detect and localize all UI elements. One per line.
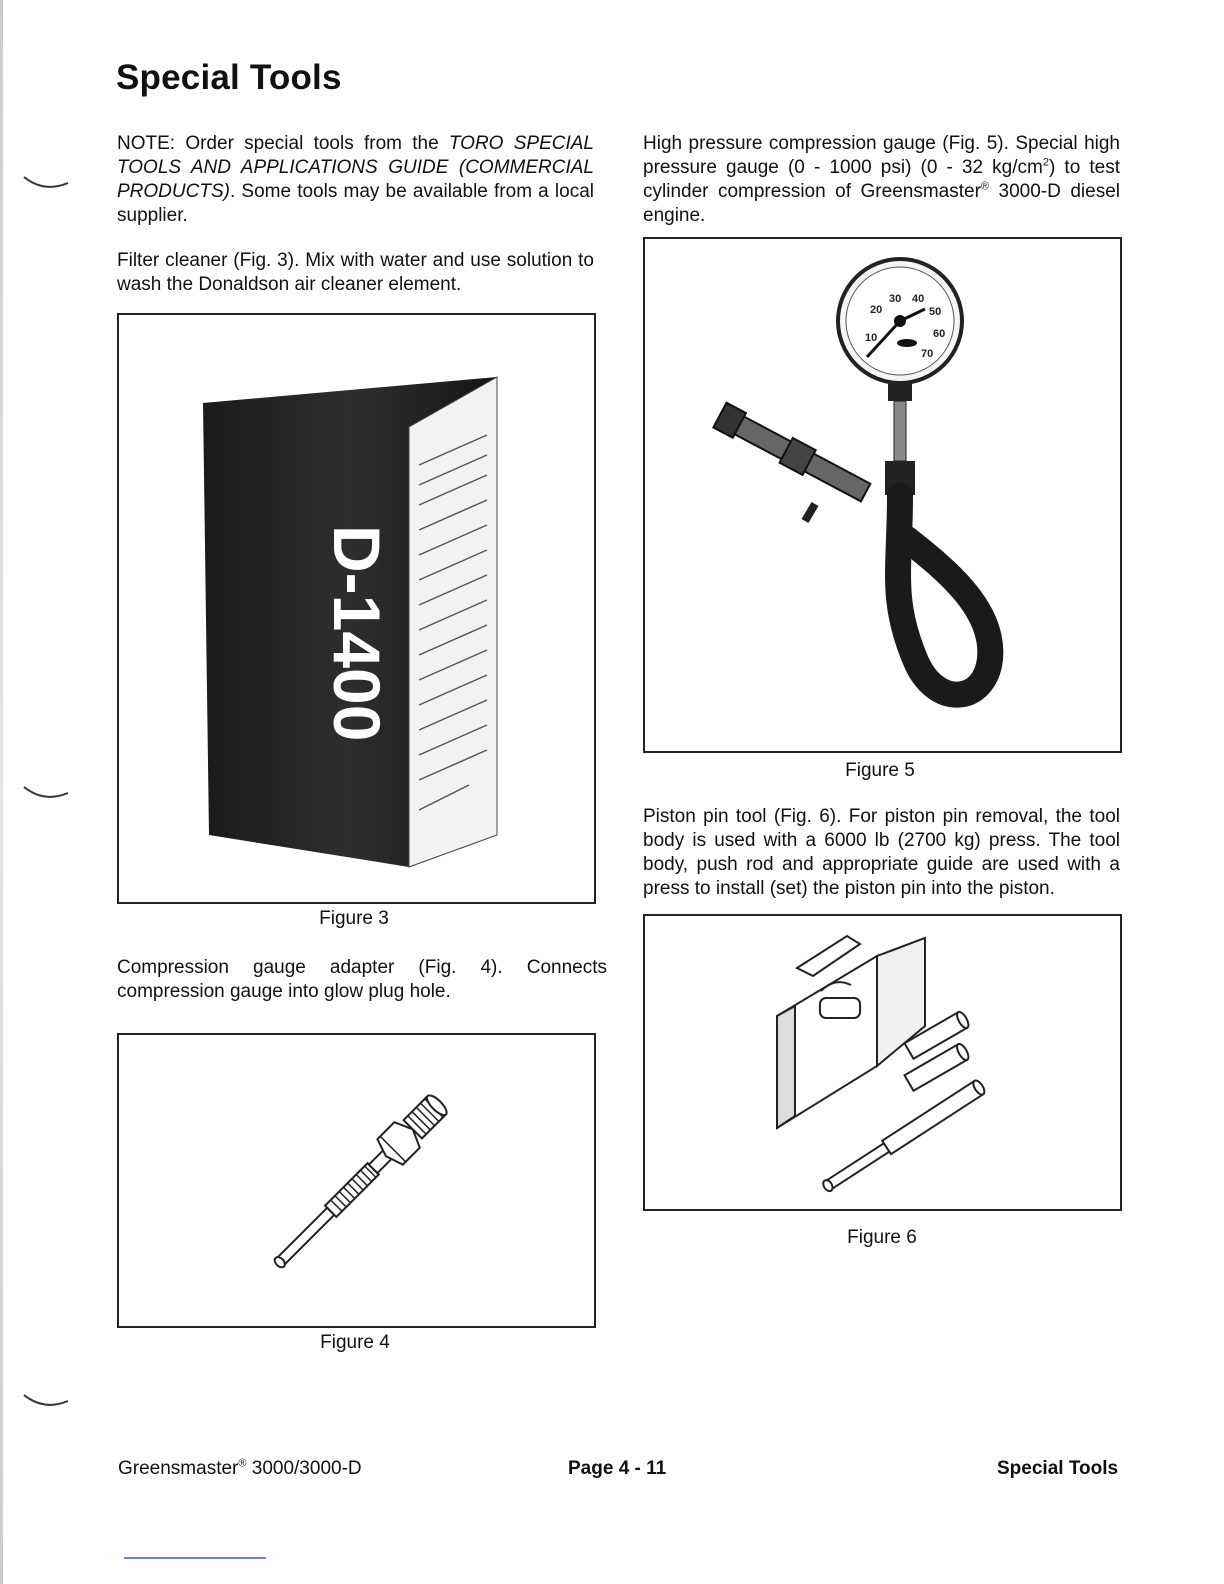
gauge-text-1: High pressure compression gauge (Fig. 5). Special high pressure gauge (0 - 1000 psi) (0 - 32 kg/cm	[643, 133, 1120, 178]
dial-number: 70	[921, 348, 934, 360]
punch-mark	[22, 785, 72, 805]
punch-mark	[22, 1393, 72, 1413]
figure-4-caption: Figure 4	[320, 1332, 390, 1353]
page-number: Page 4 - 11	[568, 1458, 667, 1479]
dial-number: 60	[933, 328, 946, 340]
dial-number: 20	[870, 304, 883, 316]
footer-model	[118, 1458, 362, 1480]
scan-artifact-line	[124, 1557, 266, 1559]
scan-edge	[0, 0, 3, 1584]
gauge-text-3: 3000-D diesel engine.	[643, 181, 1120, 226]
dial-number: 10	[865, 332, 878, 344]
registered-mark: ®	[980, 180, 990, 193]
piston-pin-paragraph: Piston pin tool (Fig. 6). For piston pin removal, the tool body is used with a 6000 lb (2700 kg) press. The tool body, push rod and appropriate guide are used with a press to install (set) the piston pin into the piston.	[643, 806, 1120, 899]
guide-title: TORO SPECIAL TOOLS AND APPLICATIONS GUIDE (COMMERCIAL PRODUCTS)	[117, 133, 594, 202]
figure-5-caption: Figure 5	[845, 760, 915, 781]
figure-3-caption: Figure 3	[319, 908, 389, 929]
punch-mark	[22, 175, 72, 195]
product-label: D-1400	[320, 525, 394, 742]
figure-6-caption: Figure 6	[847, 1227, 917, 1248]
filter-cleaner-paragraph: Filter cleaner (Fig. 3). Mix with water and use solution to wash the Donaldson air cleaner element.	[117, 250, 594, 295]
piston-pin-tool-image	[645, 916, 1120, 1209]
note-paragraph	[117, 132, 594, 228]
filter-cleaner-box-image	[119, 315, 594, 902]
note-prefix: NOTE: Order special tools from the	[117, 133, 449, 154]
compression-gauge-image	[645, 239, 1120, 751]
figure-4-box	[117, 1033, 596, 1328]
figure-6-box	[643, 914, 1122, 1211]
page-title: Special Tools	[116, 58, 342, 97]
dial-number: 30	[889, 293, 902, 305]
gauge-text-2: ) to test cylinder compression of Greensmaster	[643, 157, 1120, 202]
figure-3-box	[117, 313, 596, 904]
superscript-2: 2	[1042, 156, 1049, 169]
registered-mark: ®	[238, 1457, 247, 1470]
dial-number: 40	[912, 293, 925, 305]
figure-5-box	[643, 237, 1122, 753]
note-suffix: . Some tools may be available from a local supplier.	[117, 181, 594, 226]
footer-model-prefix: Greensmaster	[118, 1458, 239, 1479]
compression-adapter-paragraph: Compression gauge adapter (Fig. 4). Connects compression gauge into glow plug hole.	[117, 957, 607, 1002]
dial-number: 50	[929, 306, 942, 318]
compression-adapter-image	[119, 1035, 594, 1326]
footer-section: Special Tools	[997, 1458, 1119, 1479]
footer-model-suffix: 3000/3000-D	[246, 1458, 362, 1479]
gauge-paragraph	[643, 132, 1120, 228]
